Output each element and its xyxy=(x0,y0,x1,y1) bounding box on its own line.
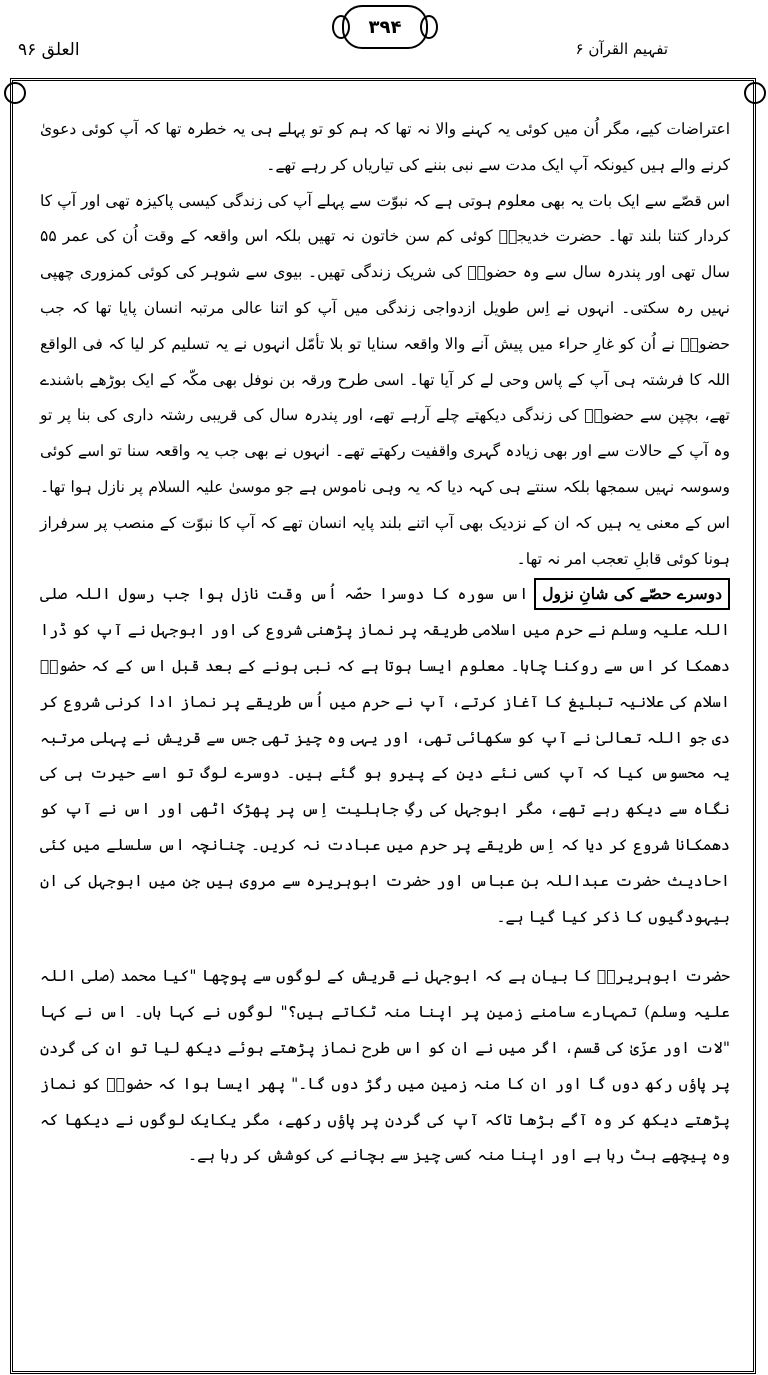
paragraph-3 xyxy=(40,577,730,935)
page-body xyxy=(40,112,730,1174)
paragraph-1: اعتراضات کیے، مگر اُن میں کوئی یہ کہنے والا نہ تھا کہ ہم کو تو پہلے ہی یہ خطرہ تھا کہ آپ کوئی دعویٰ کرنے والے ہیں کیونکہ آپ ایک مدت سے نبی بننے کی تیاریاں کر رہے تھے۔ xyxy=(40,120,730,174)
paragraph-4: حضرت ابوہریرہؓ کا بیان ہے کہ ابوجہل نے قریش کے لوگوں سے پوچھا "کیا محمد (صلی اللہ علیہ وسلم) تمہارے سامنے زمین پر اپنا منہ ٹکاتے ہیں؟" لوگوں نے کہا ہاں۔ اس نے کہا "لات اور عزّیٰ کی قسم، اگر میں نے ان کو اس طرح نماز پڑھتے ہوئے دیکھ لیا تو ان کی گردن پر پاؤں رکھ دوں گا اور ان کا منہ زمین میں رگڑ دوں گا۔" پھر ایسا ہوا کہ حضورؐ کو نماز پڑھتے دیکھ کر وہ آگے بڑھا تاکہ آپ کی گردن پر پاؤں رکھے، مگر یکایک لوگوں نے دیکھا کہ وہ پیچھے ہٹ رہا ہے اور اپنا منہ کسی چیز سے بچانے کی کوشش کر رہا ہے۔ xyxy=(40,967,730,1165)
page-number: ۳۹۴ xyxy=(368,16,402,38)
surah-reference: العلق ۹۶ xyxy=(18,40,80,60)
book-title: تفہیم القرآن ۶ xyxy=(575,40,668,58)
page-header xyxy=(0,0,768,80)
paragraph-2: اس قصّے سے ایک بات یہ بھی معلوم ہوتی ہے کہ نبوّت سے پہلے آپ کی زندگی کیسی پاکیزہ تھی اور آپ کا کردار کتنا بلند تھا۔ حضرت خدیجہؓ کوئی کم سن خاتون نہ تھیں بلکہ اس واقعہ کے وقت اُن کی عمر ۵۵ سال تھی اور پندرہ سال سے وہ حضورؐ کی شریک زندگی تھیں۔ بیوی سے شوہر کی کوئی کمزوری چھپی نہیں رہ سکتی۔ انہوں نے اِس طویل ازدواجی زندگی میں آپ کو اتنا عالی مرتبہ انسان پایا تھا کہ جب حضورؐ نے اُن کو غارِ حراء میں پیش آنے والا واقعہ سنایا تو بلا تأمّل انہوں نے یہ تسلیم کر لیا کہ فی الواقع اللہ کا فرشتہ ہی آپ کے پاس وحی لے کر آیا تھا۔ اسی طرح ورقہ بن نوفل بھی مکّہ کے ایک بوڑھے باشندے تھے، بچپن سے حضورؐ کی زندگی دیکھتے چلے آرہے تھے، اور پندرہ سال کی قریبی رشتہ داری کی بنا پر تو وہ آپ کے حالات سے اور بھی زیادہ گہری واقفیت رکھتے تھے۔ انہوں نے بھی جب یہ واقعہ سنا تو اسے کوئی وسوسہ نہیں سمجھا بلکہ سنتے ہی کہہ دیا کہ یہ وہی ناموس ہے جو موسیٰ علیہ السلام پر نازل ہوا تھا۔ اس کے معنی یہ ہیں کہ ان کے نزدیک بھی آپ اتنے بلند پایہ انسان تھے کہ آپ کا نبوّت کے منصب پر سرفراز ہونا کوئی قابلِ تعجب امر نہ تھا۔ xyxy=(40,191,730,568)
section-heading: دوسرے حصّے کی شانِ نزول xyxy=(534,578,730,610)
ornament-icon xyxy=(4,82,26,104)
paragraph-3-text: اس سورہ کا دوسرا حصّہ اُس وقت نازل ہوا جب رسول اللہ صلی اللہ علیہ وسلم نے حرم میں اسلامی طریقہ پر نماز پڑھنی شروع کی اور ابوجہل نے آپ کو ڈرا دھمکا کر اس سے روکنا چاہا۔ معلوم ایسا ہوتا ہے کہ نبی ہونے کے بعد قبل اس کے کہ حضورؐ اسلام کی علانیہ تبلیغ کا آغاز کرتے، آپ نے حرم میں اُس طریقے پر نماز ادا کرنی شروع کر دی جو اللہ تعالیٰ نے آپ کو سکھائی تھی، اور یہی وہ چیز تھی جس سے قریش نے پہلی مرتبہ یہ محسوس کیا کہ آپ کسی نئے دین کے پیرو ہو گئے ہیں۔ دوسرے لوگ تو اسے حیرت ہی کی نگاہ سے دیکھ رہے تھے، مگر ابوجہل کی رگِ جاہلیت اِس پر پھڑک اٹھی اور اس نے آپ کو دھمکانا شروع کر دیا کہ اِس طریقے پر حرم میں عبادت نہ کریں۔ چنانچہ اس سلسلے میں کئی احادیث حضرت عبداللہ بن عباس اور حضرت ابوہریرہ سے مروی ہیں جن میں ابوجہل کی ان بیہودگیوں کا ذکر کیا گیا ہے۔ xyxy=(40,585,730,926)
ornament-icon xyxy=(744,82,766,104)
page-number-ornament xyxy=(342,5,428,49)
